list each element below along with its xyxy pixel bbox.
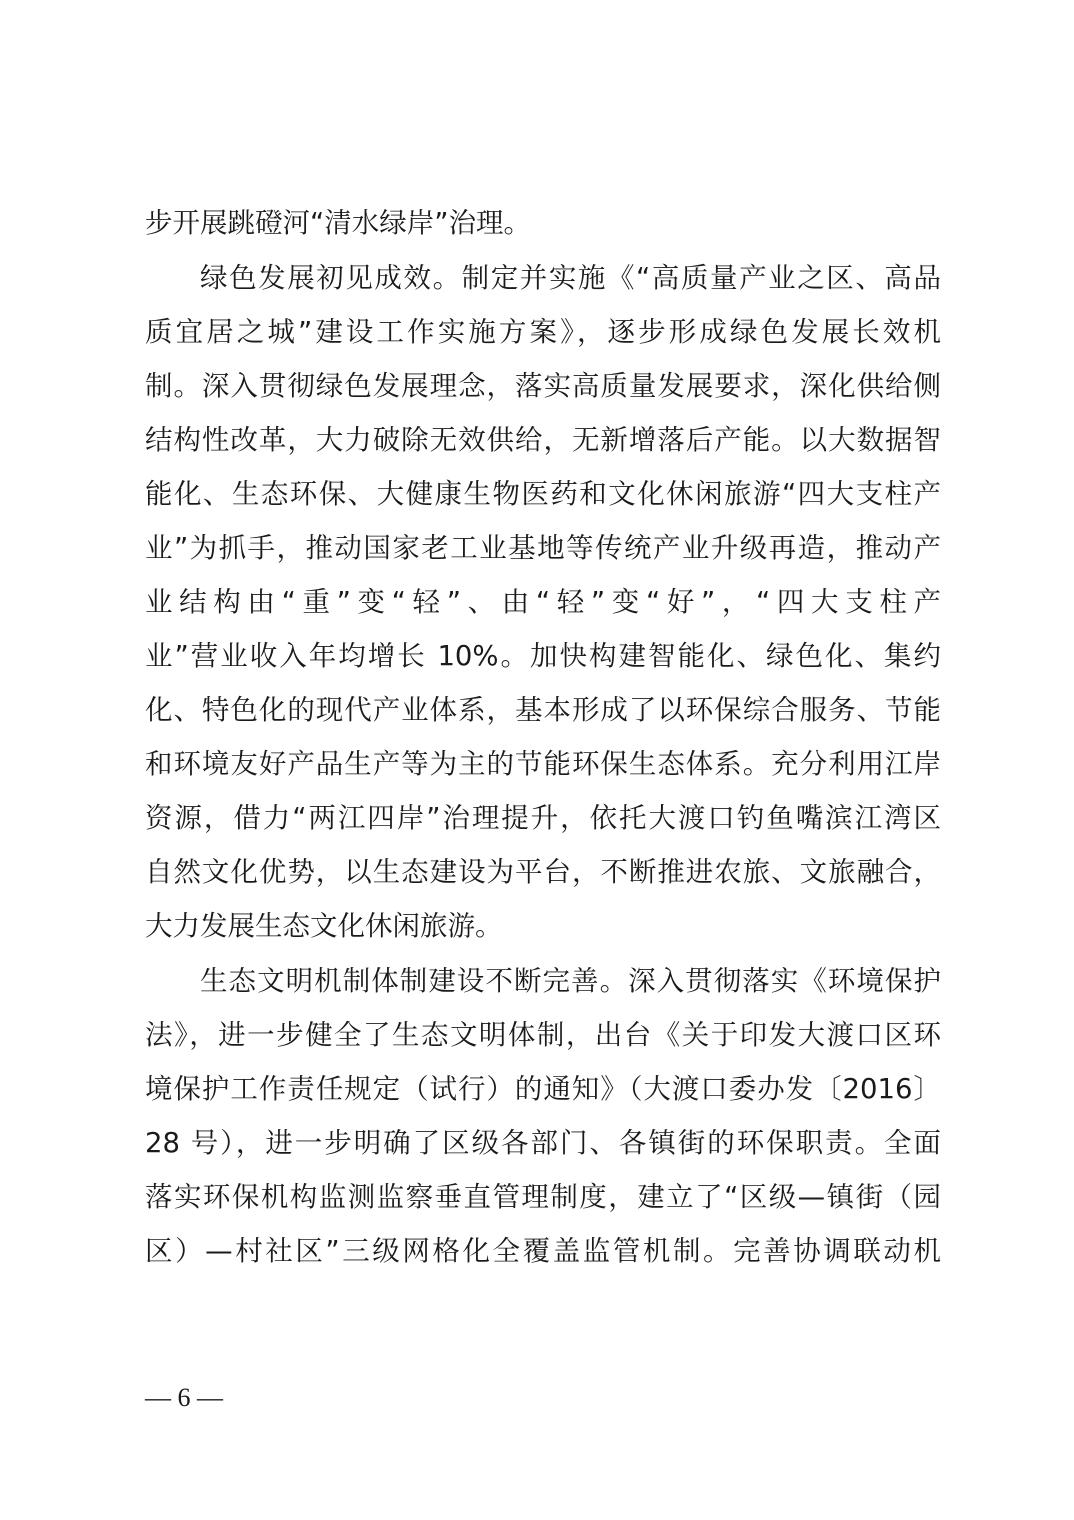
text-line: 和环境友好产品生产等为主的节能环保生态体系。充分利用江岸 [145, 748, 941, 780]
paragraph-lead: 生态文明机制体制建设不断完善 [200, 965, 600, 997]
page-number: — 6 — [145, 1383, 223, 1412]
text-line: 大力发展生态文化休闲旅游。 [145, 910, 503, 942]
text-line: 结构性改革，大力破除无效供给，无新增落后产能。以大数据智 [145, 424, 941, 456]
paragraph-heading-line [200, 258, 941, 298]
text-line: 步开展跳磴河“清水绿岸”治理。 [145, 207, 531, 239]
text-line: 境保护工作责任规定（试行）的通知》（大渡口委办发〔2016〕 [145, 1073, 941, 1105]
text-line: 化、特色化的现代产业体系，基本形成了以环保综合服务、节能 [145, 694, 941, 726]
paragraph-text: 。制定并实施《“高质量产业之区、高品 [432, 262, 941, 294]
text-line: 自然文化优势，以生态建设为平台，不断推进农旅、文旅融合， [145, 856, 941, 888]
text-line: 业”为抓手，推动国家老工业基地等传统产业升级再造，推动产 [145, 532, 941, 564]
text-line: 法》，进一步健全了生态文明体制，出台《关于印发大渡口区环 [145, 1019, 941, 1051]
text-line: 业结构由“重”变“轻”、由“轻”变“好”，“四大支柱产 [145, 586, 941, 618]
text-line: 落实环保机构监测监察垂直管理制度，建立了“区级—镇街（园 [145, 1181, 941, 1213]
paragraph-text: 。深入贯彻落实《环境保护 [599, 965, 941, 997]
paragraph-lead: 绿色发展初见成效 [200, 262, 433, 294]
text-line: 制。深入贯彻绿色发展理念，落实高质量发展要求，深化供给侧 [145, 370, 941, 402]
text-line: 区）—村社区”三级网格化全覆盖监管机制。完善协调联动机 [145, 1235, 941, 1267]
paragraph-heading-line [200, 961, 941, 1001]
text-line: 能化、生态环保、大健康生物医药和文化休闲旅游“四大支柱产 [145, 478, 941, 510]
text-line: 业”营业收入年均增长 10%。加快构建智能化、绿色化、集约 [145, 640, 941, 672]
text-line: 资源，借力“两江四岸”治理提升，依托大渡口钓鱼嘴滨江湾区 [145, 802, 941, 834]
text-line: 28 号），进一步明确了区级各部门、各镇街的环保职责。全面 [145, 1127, 941, 1159]
text-line: 质宜居之城”建设工作实施方案》，逐步形成绿色发展长效机 [145, 316, 941, 348]
